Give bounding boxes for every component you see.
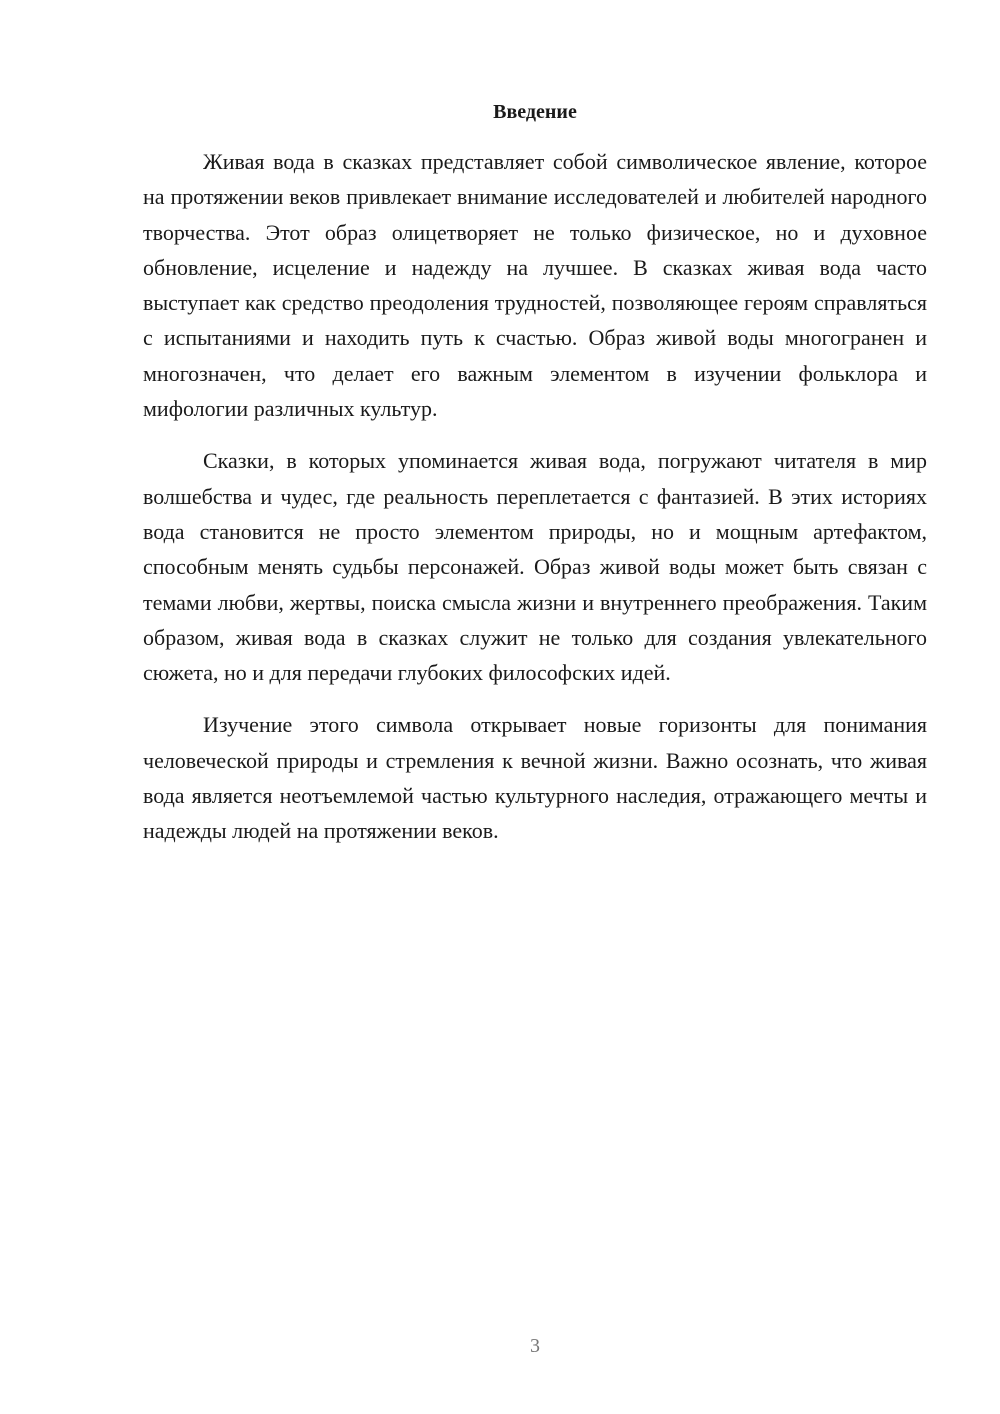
page-title: Введение <box>493 101 577 123</box>
paragraph-1: Живая вода в сказках представляет собой символическое явление, которое на протяжении веков привлекает внимание исследователей и любителей народного творчества. Этот образ олицетворяет не только физическое, но и духовное обновление, исцеление и надежду на лучшее. В сказках живая вода часто выступает как средство преодоления трудностей, позволяющее героям справляться с испытаниями и находить путь к счастью. Образ живой воды многогранен и многозначен, что делает его важным элементом в изучении фольклора и мифологии различных культур. <box>143 149 927 422</box>
paragraph-3: Изучение этого символа открывает новые горизонты для понимания человеческой природы и стремления к вечной жизни. Важно осознать, что живая вода является неотъемлемой частью культурного наследия, отражающего мечты и надежды людей на протяжении веков. <box>143 712 927 844</box>
page-number: 3 <box>530 1335 540 1357</box>
body-text <box>143 144 927 866</box>
paragraph-2: Сказки, в которых упоминается живая вода, погружают читателя в мир волшебства и чудес, где реальность переплетается с фантазией. В этих историях вода становится не просто элементом природы, но и мощным артефактом, способным менять судьбы персонажей. Образ живой воды может быть связан с темами любви, жертвы, поиска смысла жизни и внутреннего преображения. Таким образом, живая вода в сказках служит не только для создания увлекательного сюжета, но и для передачи глубоких философских идей. <box>143 448 927 686</box>
